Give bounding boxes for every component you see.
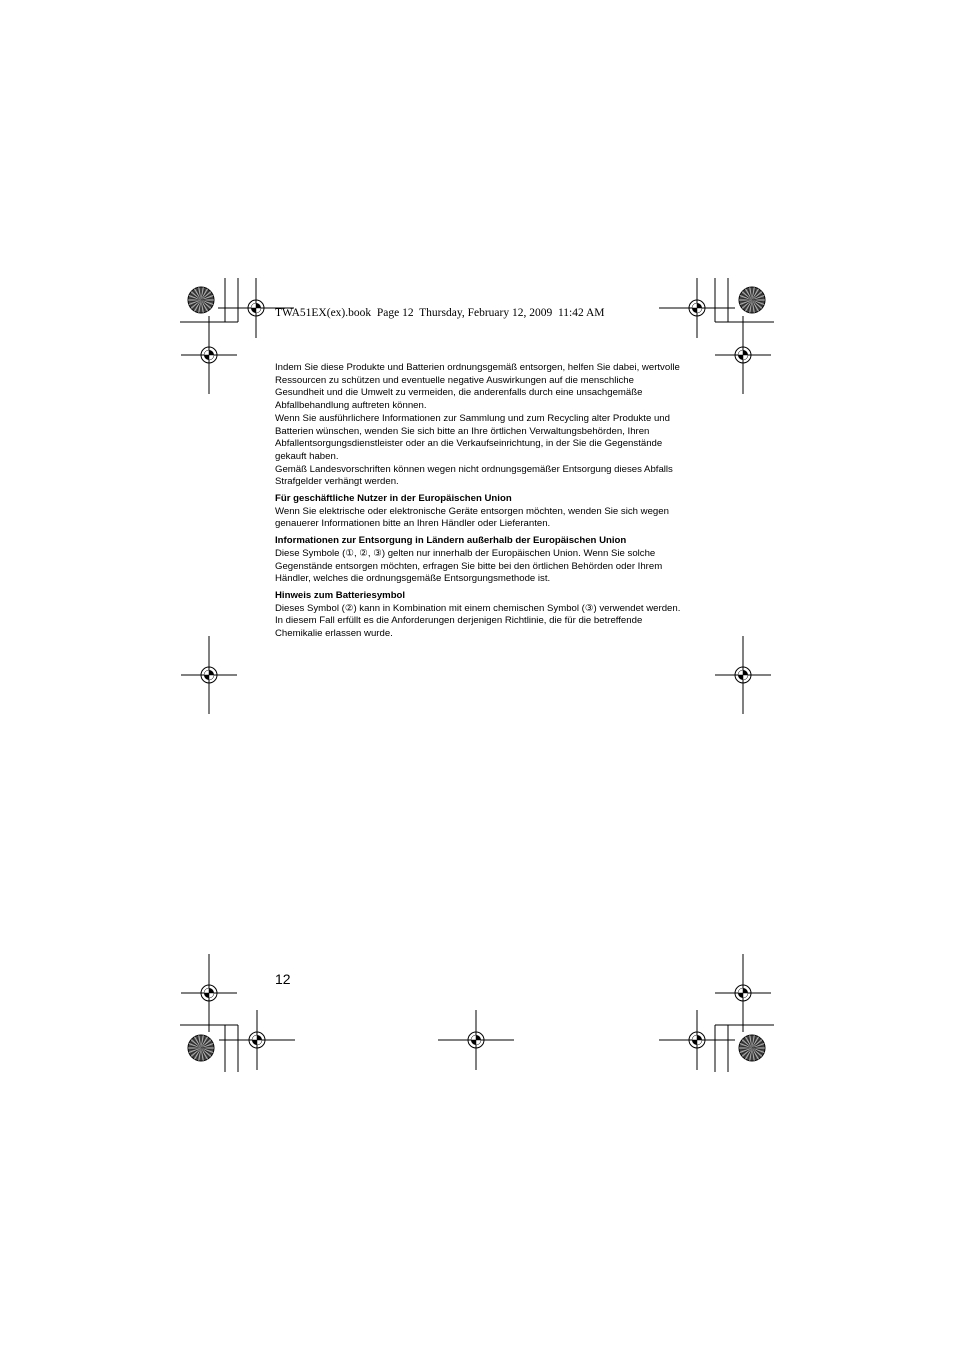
registration-target-icon	[715, 636, 771, 714]
registration-target-icon	[659, 1010, 735, 1070]
registration-target-icon	[181, 316, 237, 394]
registration-target-icon	[219, 1010, 295, 1070]
section-text: Diese Symbole (①, ②, ③) gelten nur innerhalb der Europäischen Union. Wenn Sie solche Gegenstände entsorgen möchten, erfragen Sie bitte bei den örtlichen Behörden oder Ihrem Händler, welches die ordnungsgemäße Entsorgungsmethode ist.	[275, 547, 663, 585]
section-heading: Für geschäftliche Nutzer in der Europäischen Union	[275, 493, 512, 505]
registration-target-icon	[659, 278, 735, 338]
paragraph: Indem Sie diese Produkte und Batterien ordnungsgemäß entsorgen, helfen Sie dabei, wertvolle Ressourcen zu schützen und eventuelle negative Auswirkungen auf die menschliche Gesundheit und die Umwelt zu vermeiden, die anderenfalls durch eine unsachgemäße Abfallbehandlung auftreten können.	[275, 362, 680, 412]
color-starburst-icon	[188, 1035, 214, 1061]
main-text	[275, 362, 685, 641]
section-heading: Hinweis zum Batteriesymbol	[275, 589, 406, 601]
paragraph: Gemäß Landesvorschriften können wegen nicht ordnungsgemäßer Entsorgung dieses Abfalls Strafgelder verhängt werden.	[275, 463, 673, 488]
page-number: 12	[275, 971, 291, 987]
section-text: Wenn Sie elektrische oder elektronische Geräte entsorgen möchten, wenden Sie sich wegen genauerer Informationen bitte an Ihren Händler oder Lieferanten.	[275, 505, 669, 530]
color-starburst-icon	[188, 287, 214, 313]
registration-target-icon	[715, 316, 771, 394]
section-heading: Informationen zur Entsorgung in Ländern außerhalb der Europäischen Union	[275, 535, 627, 547]
registration-target-icon	[181, 954, 237, 1032]
registration-target-icon	[438, 1010, 514, 1070]
color-starburst-icon	[739, 287, 765, 313]
registration-target-icon	[715, 954, 771, 1032]
paragraph: Wenn Sie ausführlichere Informationen zur Sammlung und zum Recycling alter Produkte und Batterien wünschen, wenden Sie sich bitte an Ihre örtlichen Verwaltungsbehörden, Ihren Abfallentsorgungsdienstleister oder an die Verkaufseinrichtung, in der Sie die Gegenstände gekauft haben.	[275, 412, 670, 462]
registration-target-icon	[181, 636, 237, 714]
color-starburst-icon	[739, 1035, 765, 1061]
book-header-line: TWA51EX(ex).book Page 12 Thursday, February 12, 2009 11:42 AM	[275, 307, 605, 319]
section-text: Dieses Symbol (②) kann in Kombination mit einem chemischen Symbol (③) verwendet werden. In diesem Fall erfüllt es die Anforderungen derjenigen Richtlinie, die für die betreffende Chemikalie erlassen wurde.	[275, 602, 681, 640]
